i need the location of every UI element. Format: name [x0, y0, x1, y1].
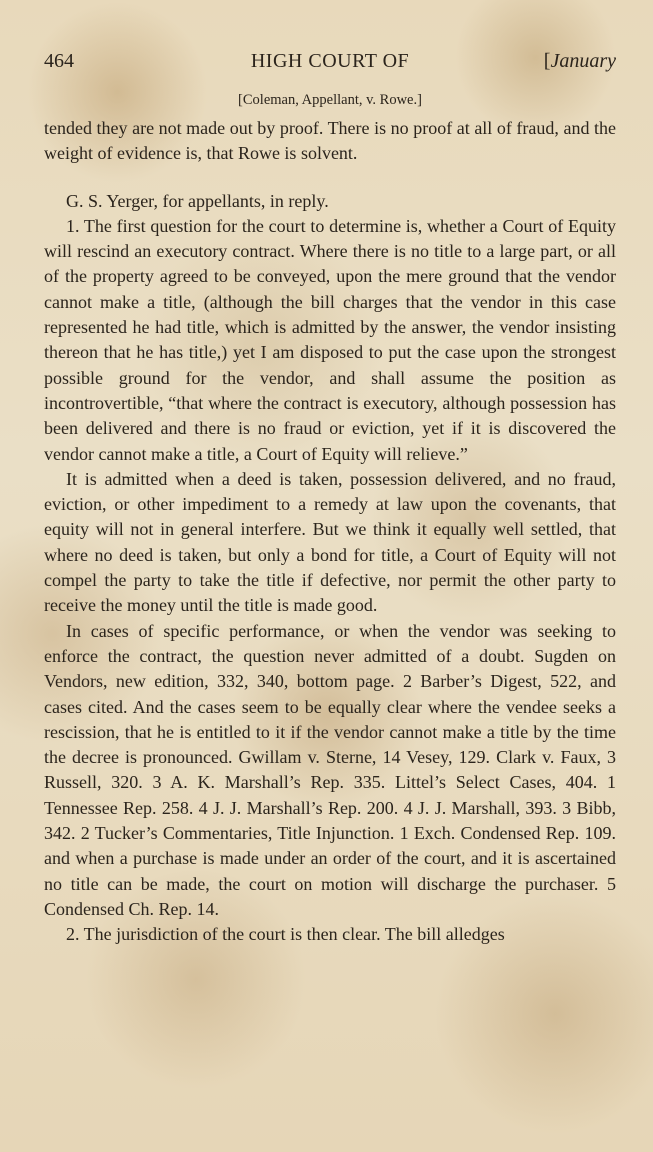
case-caption: [Coleman, Appellant, v. Rowe.]	[238, 92, 422, 108]
paragraph-jurisdiction: 2. The jurisdiction of the court is then clear. The bill alledges	[66, 924, 505, 945]
page-number: 464	[44, 50, 74, 72]
running-month	[544, 50, 616, 73]
paragraph-continuation: tended they are not made out by proof. There is no proof at all of fraud, and the weight of evidence is, that Rowe is solvent.	[44, 118, 616, 164]
page-header	[44, 50, 616, 80]
body-text	[44, 116, 616, 948]
paragraph-first-question: 1. The first question for the court to determine is, whether a Court of Equity will rescind an executory contract. Where there is no title to a large part, or all of the property agreed to be conveyed, upon the mere ground that the vendor cannot make a title, (although the bill charges that the vendor in this case represented he had title, which is admitted by the answer, the vendor insisting thereon that he has title,) yet I am disposed to put the case upon the strongest possible ground for the vendor, and shall assume the position as incontrovertible, “that where the contract is executory, although possession has been delivered and there is no fraud or eviction, yet if it is discovered the vendor cannot make a title, a Court of Equity will relieve.”	[44, 215, 616, 464]
paragraph-counsel-reply: G. S. Yerger, for appellants, in reply.	[66, 190, 329, 211]
paragraph-deed-admitted: It is admitted when a deed is taken, possession delivered, and no fraud, eviction, or other impediment to a remedy at law upon the covenants, that equity will not in general interfere. But we think it equally well settled, that where no deed is taken, but only a bond for title, a Court of Equity will not compel the party to take the title if defective, nor permit the other party to receive the money until the title is made good.	[44, 468, 616, 616]
running-title: HIGH COURT OF	[250, 50, 410, 72]
running-month-name: January	[550, 50, 616, 72]
running-month-bracket: [	[543, 50, 551, 72]
paragraph-specific-performance: In cases of specific performance, or when the vendor was seeking to enforce the contract, the question never admitted of a doubt. Sugden on Vendors, new edition, 332, 340, bottom page. 2 Barber’s Digest, 522, and cases cited. And the cases seem to be equally clear where the vendee seeks a rescission, that he is entitled to it if the vendor cannot make a title by the time the decree is pronounced. Gwillam v. Sterne, 14 Vesey, 129. Clark v. Faux, 3 Russell, 320. 3 A. K. Marshall’s Rep. 335. Littel’s Select Cases, 404. 1 Tennessee Rep. 258. 4 J. J. Marshall’s Rep. 200. 4 J. J. Marshall, 393. 3 Bibb, 342. 2 Tucker’s Commentaries, Title Injunction. 1 Exch. Condensed Rep. 109. and when a purchase is made under an order of the court, and it is ascertained no title can be made, the court on motion will discharge the purchaser. 5 Condensed Ch. Rep. 14.	[44, 620, 616, 919]
